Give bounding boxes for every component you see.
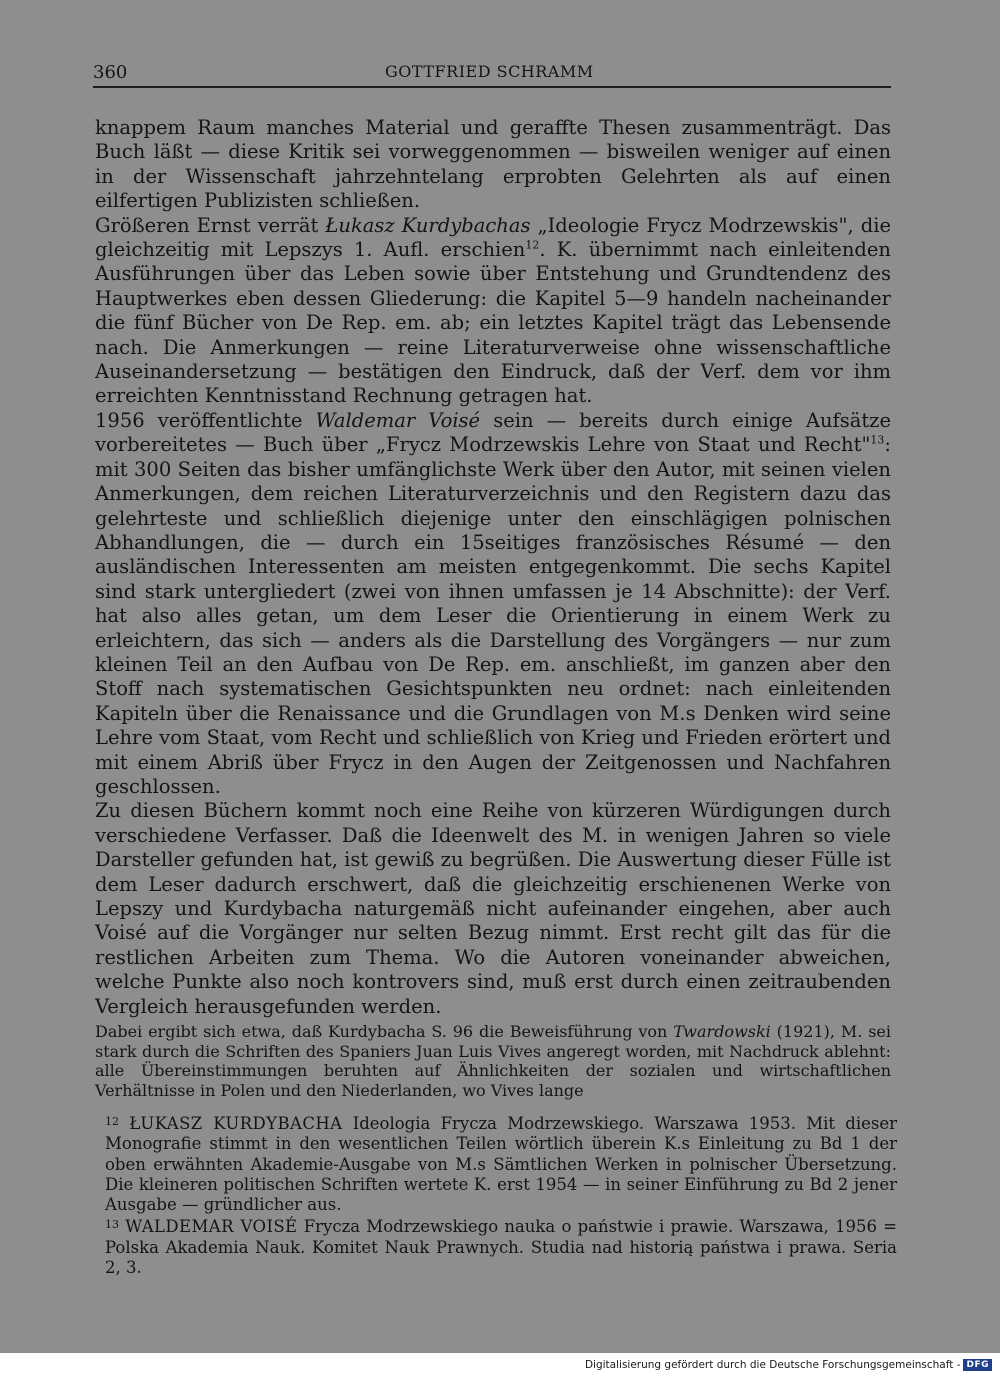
paragraph-1-text: knappem Raum manches Material und geraffte Thesen zusammenträgt. Das Buch läßt — diese Kritik sei vorweggenommen — bisweilen weniger auf einen in der Wissenschaft jahrzehntelang erprobten Gelehrten als auf einen eilfertigen Publizisten schließen. xyxy=(95,116,891,213)
page-number: 360 xyxy=(93,62,128,83)
paragraph-2-text-c: . K. übernimmt nach einleitenden Ausführungen über das Leben sowie über Entstehung und Grundtendenz des Hauptwerkes eben dessen Gliederung: die Kapitel 5—9 handeln nacheinander die fünf Bücher von De Rep. em. ab; ein letztes Kapitel trägt das Lebensende nach. Die Anmerkungen — reine Literaturverweise ohne wissenschaftliche Auseinandersetzung — bestätigen den Eindruck, daß der Verf. dem vor ihm erreichten Kenntnisstand Rechnung getragen hat. xyxy=(95,238,891,408)
paragraph-2-text-b: „Ideologie Frycz Modrzewskis", die gleichzeitig mit Lepszys 1. Aufl. erschien xyxy=(95,213,891,262)
footnote-13-mark: 13 xyxy=(105,1218,119,1232)
paragraph-2-text-a: Größeren Ernst verrät xyxy=(95,213,326,237)
footnotes xyxy=(105,1112,897,1278)
running-head: GOTTFRIED SCHRAMM xyxy=(385,62,594,81)
paragraph-3 xyxy=(95,409,891,800)
paragraph-5-small xyxy=(95,1022,891,1100)
paragraph-3-text-b: sein — bereits durch einige Aufsätze vorbereitetes — Buch über „Frycz Modrzewskis Lehre von Staat und Recht" xyxy=(95,408,891,457)
paragraph-3-text-a: 1956 veröffentlichte xyxy=(95,408,316,432)
paragraph-2 xyxy=(95,214,891,409)
footnote-ref-13[interactable]: 13 xyxy=(870,433,885,447)
footnote-12-author: ŁUKASZ KURDYBACHA xyxy=(129,1114,343,1133)
paragraph-4 xyxy=(95,799,891,1019)
banner-text: Digitalisierung gefördert durch die Deutsche Forschungsgemeinschaft - xyxy=(584,1359,961,1371)
author-kurdybacha: Łukasz Kurdybachas xyxy=(325,213,531,237)
paragraph-5-text-a: Dabei ergibt sich etwa, daß Kurdybacha S. 96 die Beweisführung von xyxy=(95,1022,674,1042)
dfg-logo-icon[interactable]: DFG xyxy=(963,1359,992,1371)
paragraph-4-text: Zu diesen Büchern kommt noch eine Reihe von kürzeren Würdigungen durch verschiedene Verfasser. Daß die Ideenwelt des M. in wenigen Jahren so viele Darsteller gefunden hat, ist gewiß zu begrüßen. Die Auswertung dieser Fülle ist dem Leser dadurch erschwert, daß die gleichzeitig erschienenen Werke von Lepszy und Kurdybacha naturgemäß nicht aufeinander eingehen, aber auch Voisé auf die Vorgänger nur selten Bezug nimmt. Erst recht gilt das für die restlichen Arbeiten zum Thema. Wo die Autoren voneinander abweichen, welche Punkte also noch kontrovers sind, muß erst durch einen zeitraubenden Vergleich herausgefunden werden. xyxy=(95,799,891,1018)
footnote-12-mark: 12 xyxy=(105,1115,119,1128)
footnote-13-author: WALDEMAR VOISÉ xyxy=(125,1217,298,1237)
paragraph-5-text-b: (1921), M. sei stark durch die Schriften des Spaniers Juan Luis Vives angeregt worden, mit Nachdruck ablehnt: alle Übereinstimmungen beruhten auf Ähnlichkeiten der sozialen und wirtschaftlichen Verhältnisse in Polen und den Niederlanden, wo Vives lange xyxy=(95,1022,891,1100)
footnote-12-text: Ideologia Frycza Modrzewskiego. Warszawa 1953. Mit dieser Monografie stimmt in den wesentlichen Teilen wörtlich überein K.s Einleitung zu Bd 1 der oben erwähnten Akademie-Ausgabe von M.s Sämtlichen Werken in polnischer Übersetzung. Die kleineren politischen Schriften wertete K. erst 1954 — in seiner Einführung zu Bd 2 jener Ausgabe — gründlicher aus. xyxy=(105,1114,898,1215)
footnote-13 xyxy=(105,1215,897,1278)
footnote-ref-12[interactable]: 12 xyxy=(525,238,540,252)
digitization-banner xyxy=(585,1358,992,1372)
footnote-13-text: Frycza Modrzewskiego nauka o państwie i prawie. Warszawa, 1956 = Polska Akademia Nauk. Komitet Nauk Prawnych. Studia nad historią państwa i prawa. Seria 2, 3. xyxy=(105,1217,897,1278)
page-header xyxy=(93,60,891,88)
footnote-12 xyxy=(105,1112,897,1215)
paragraph-1 xyxy=(95,116,891,214)
paragraph-3-text-c: : mit 300 Seiten das bisher umfänglichste Werk über den Autor, mit seinen vielen Anmerkungen, dem reichen Literaturverzeichnis und den Registern dazu das gelehrteste und schließlich diejenige unter den einschlägigen polnischen Abhandlungen, die — durch ein 15seitiges französisches Résumé — den ausländischen Interessenten am meisten entgegenkommt. Die sechs Kapitel sind stark untergliedert (zwei von ihnen umfassen je 14 Abschnitte): der Verf. hat also alles getan, um dem Leser die Orientierung in einem Werk zu erleichtern, das sich — anders als die Darstellung des Vorgängers — nur zum kleinen Teil an den Aufbau von De Rep. em. anschließt, im ganzen aber den Stoff nach systematischen Gesichtspunkten neu ordnet: nach einleitenden Kapiteln über die Renaissance und die Grundlagen von M.s Denken wird seine Lehre vom Staat, vom Recht und schließlich von Krieg und Frieden erörtert und mit einem Abriß über Frycz in den Augen der Zeitgenossen und Nachfahren geschlossen. xyxy=(95,433,891,798)
author-voise: Waldemar Voisé xyxy=(315,408,481,432)
author-twardowski: Twardowski xyxy=(673,1022,771,1042)
main-text xyxy=(95,116,891,1100)
